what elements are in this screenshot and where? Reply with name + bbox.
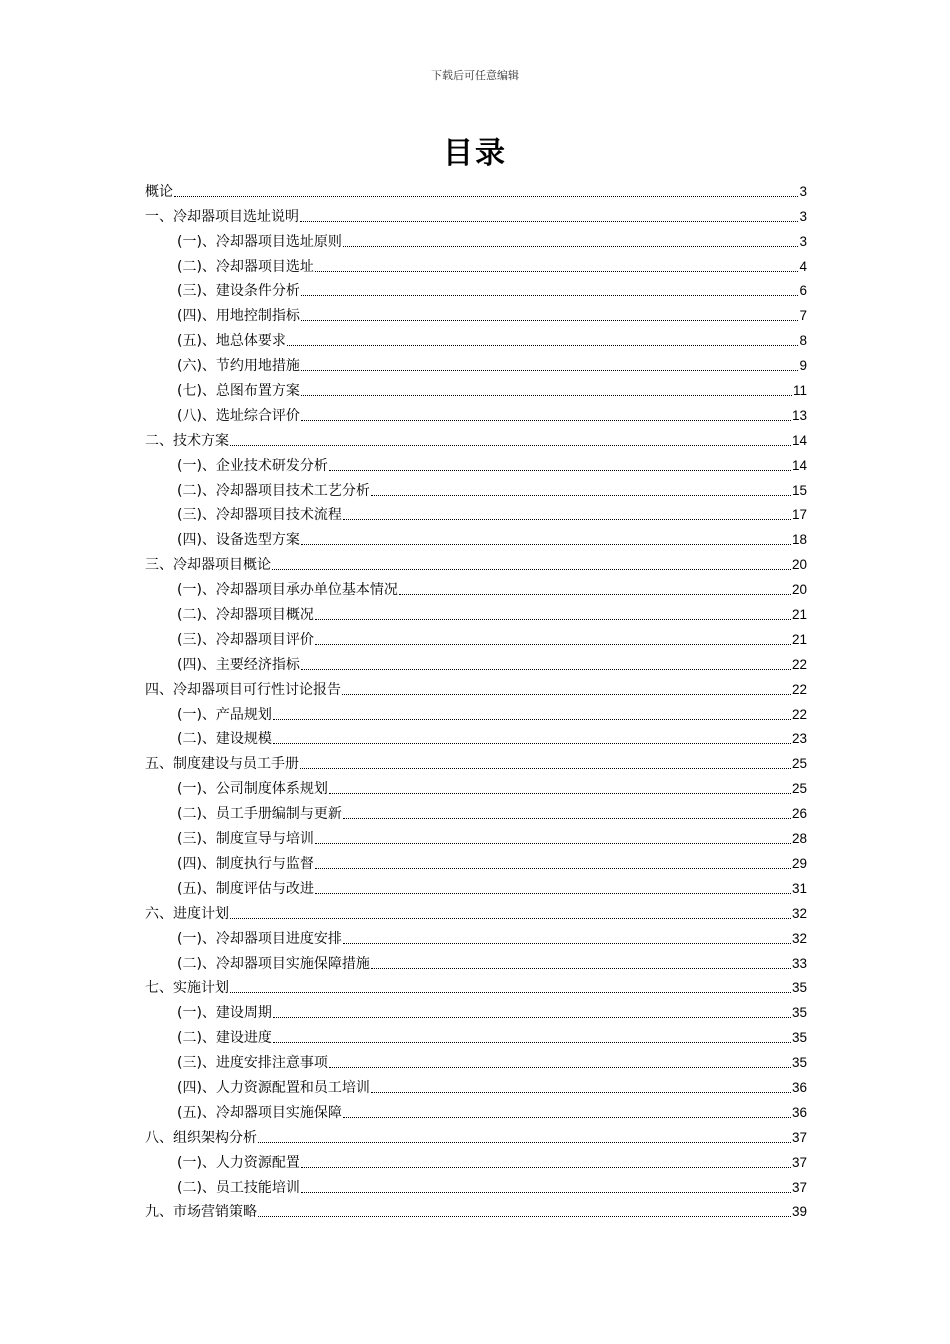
toc-entry-page: 36 (791, 1079, 807, 1095)
toc-leader-dots (258, 1142, 791, 1143)
toc-entry-label: 一、冷却器项目选址说明 (145, 208, 299, 225)
toc-entry-label: (三)、制度宣导与培训 (177, 831, 314, 848)
toc-entry-label: 八、组织架构分析 (145, 1129, 257, 1146)
toc-entry-label: 二、技术方案 (145, 432, 229, 449)
toc-leader-dots (301, 544, 791, 545)
toc-entry[interactable] (145, 375, 807, 400)
toc-leader-dots (342, 694, 791, 695)
toc-leader-dots (371, 495, 791, 496)
toc-entry-page: 18 (791, 532, 807, 548)
toc-entry-label: (二)、员工手册编制与更新 (177, 806, 342, 823)
toc-entry-label: (一)、公司制度体系规划 (177, 781, 328, 798)
toc-entry-page: 25 (791, 756, 807, 772)
toc-leader-dots (301, 370, 799, 371)
toc-entry-page: 32 (791, 905, 807, 921)
toc-entry-page: 37 (791, 1129, 807, 1145)
toc-entry[interactable] (145, 475, 807, 500)
toc-entry[interactable] (145, 300, 807, 325)
toc-entry-page: 21 (791, 607, 807, 623)
table-of-contents (145, 176, 807, 1221)
toc-entry[interactable] (145, 997, 807, 1022)
toc-leader-dots (230, 918, 791, 919)
toc-entry[interactable] (145, 251, 807, 276)
toc-entry-page: 22 (791, 706, 807, 722)
toc-leader-dots (230, 992, 791, 993)
toc-entry-label: (三)、进度安排注意事项 (177, 1055, 328, 1072)
toc-leader-dots (300, 768, 791, 769)
toc-entry-label: (二)、冷却器项目概况 (177, 607, 314, 624)
toc-leader-dots (300, 221, 798, 222)
toc-entry-label: (二)、员工技能培训 (177, 1179, 300, 1196)
toc-entry-label: (五)、地总体要求 (177, 333, 286, 350)
toc-leader-dots (315, 271, 799, 272)
toc-entry-page: 35 (791, 1030, 807, 1046)
toc-leader-dots (315, 843, 791, 844)
toc-entry-page: 4 (799, 258, 807, 274)
toc-entry-page: 39 (791, 1204, 807, 1220)
toc-entry[interactable] (145, 699, 807, 724)
toc-leader-dots (343, 818, 791, 819)
toc-leader-dots (301, 1192, 791, 1193)
toc-entry[interactable] (145, 524, 807, 549)
toc-entry-page: 32 (791, 930, 807, 946)
toc-entry[interactable] (145, 1022, 807, 1047)
toc-entry[interactable] (145, 1047, 807, 1072)
toc-entry[interactable] (145, 748, 807, 773)
toc-entry[interactable] (145, 773, 807, 798)
toc-entry-label: (三)、冷却器项目技术流程 (177, 507, 342, 524)
toc-leader-dots (315, 619, 791, 620)
toc-entry[interactable] (145, 1122, 807, 1147)
toc-entry-label: (一)、建设周期 (177, 1005, 272, 1022)
toc-entry[interactable] (145, 1072, 807, 1097)
toc-leader-dots (287, 345, 799, 346)
toc-entry-page: 31 (791, 880, 807, 896)
toc-entry-label: 概论 (145, 183, 173, 200)
toc-entry-label: (五)、冷却器项目实施保障 (177, 1104, 342, 1121)
toc-leader-dots (273, 1017, 791, 1018)
toc-entry[interactable] (145, 873, 807, 898)
toc-entry-label: 六、进度计划 (145, 905, 229, 922)
toc-entry-label: (四)、用地控制指标 (177, 308, 300, 325)
toc-entry-label: (二)、建设进度 (177, 1030, 272, 1047)
toc-leader-dots (343, 1117, 791, 1118)
toc-entry[interactable] (145, 923, 807, 948)
toc-leader-dots (258, 1216, 791, 1217)
toc-entry-page: 15 (791, 482, 807, 498)
toc-entry-label: (二)、冷却器项目实施保障措施 (177, 955, 370, 972)
toc-entry-page: 23 (791, 731, 807, 747)
toc-entry-page: 9 (799, 358, 807, 374)
toc-entry-page: 17 (791, 507, 807, 523)
toc-entry-page: 26 (791, 806, 807, 822)
toc-entry-label: 九、市场营销策略 (145, 1204, 257, 1221)
page-header: 下载后可任意编辑 (431, 69, 519, 82)
toc-entry[interactable] (145, 823, 807, 848)
toc-entry-page: 14 (791, 457, 807, 473)
toc-entry-label: (四)、设备选型方案 (177, 532, 300, 549)
toc-leader-dots (174, 196, 798, 197)
toc-entry-label: (七)、总图布置方案 (177, 383, 300, 400)
toc-entry[interactable] (145, 599, 807, 624)
toc-leader-dots (301, 395, 792, 396)
toc-entry-label: 三、冷却器项目概论 (145, 557, 271, 574)
toc-entry-label: (一)、冷却器项目承办单位基本情况 (177, 582, 398, 599)
toc-entry-page: 29 (791, 855, 807, 871)
toc-entry-page: 28 (791, 831, 807, 847)
toc-entry[interactable] (145, 674, 807, 699)
toc-entry[interactable] (145, 1097, 807, 1122)
toc-entry-page: 37 (791, 1154, 807, 1170)
toc-entry-label: (三)、冷却器项目评价 (177, 631, 314, 648)
toc-entry-label: (二)、冷却器项目技术工艺分析 (177, 482, 370, 499)
toc-entry-label: 五、制度建设与员工手册 (145, 756, 299, 773)
toc-entry-page: 13 (791, 407, 807, 423)
toc-entry-label: (四)、人力资源配置和员工培训 (177, 1079, 370, 1096)
toc-entry[interactable] (145, 1172, 807, 1197)
toc-leader-dots (371, 968, 791, 969)
toc-leader-dots (315, 644, 791, 645)
toc-entry-label: (四)、制度执行与监督 (177, 855, 314, 872)
toc-entry-page: 35 (791, 980, 807, 996)
toc-leader-dots (315, 868, 791, 869)
toc-leader-dots (301, 295, 799, 296)
toc-entry[interactable] (145, 226, 807, 251)
toc-entry-label: (二)、建设规模 (177, 731, 272, 748)
toc-entry-page: 7 (799, 308, 807, 324)
toc-entry-label: (一)、冷却器项目进度安排 (177, 930, 342, 947)
toc-entry-page: 21 (791, 631, 807, 647)
toc-leader-dots (301, 669, 791, 670)
toc-leader-dots (329, 793, 791, 794)
toc-leader-dots (343, 519, 791, 520)
toc-entry-label: (六)、节约用地措施 (177, 358, 300, 375)
toc-leader-dots (371, 1092, 791, 1093)
toc-leader-dots (272, 569, 791, 570)
toc-entry-label: (三)、建设条件分析 (177, 283, 300, 300)
toc-entry-label: (一)、产品规划 (177, 706, 272, 723)
toc-entry-page: 11 (792, 383, 807, 399)
toc-entry[interactable] (145, 201, 807, 226)
toc-entry-page: 20 (791, 582, 807, 598)
toc-entry[interactable] (145, 848, 807, 873)
toc-entry-label: 七、实施计划 (145, 980, 229, 997)
toc-entry[interactable] (145, 500, 807, 525)
toc-leader-dots (329, 1067, 791, 1068)
toc-leader-dots (329, 470, 791, 471)
toc-entry-page: 37 (791, 1179, 807, 1195)
toc-leader-dots (273, 719, 791, 720)
toc-entry-page: 3 (799, 208, 807, 224)
toc-entry[interactable] (145, 1147, 807, 1172)
toc-entry-page: 35 (791, 1005, 807, 1021)
toc-entry[interactable] (145, 624, 807, 649)
toc-title: 目录 (443, 136, 507, 171)
toc-entry-page: 20 (791, 557, 807, 573)
toc-entry[interactable] (145, 798, 807, 823)
toc-leader-dots (315, 893, 791, 894)
toc-entry[interactable] (145, 948, 807, 973)
toc-leader-dots (301, 320, 799, 321)
toc-leader-dots (301, 1167, 791, 1168)
toc-entry-page: 14 (791, 432, 807, 448)
toc-entry-page: 8 (799, 333, 807, 349)
toc-leader-dots (230, 445, 791, 446)
toc-entry-label: (二)、冷却器项目选址 (177, 258, 314, 275)
toc-entry[interactable] (145, 898, 807, 923)
toc-entry-label: (四)、主要经济指标 (177, 656, 300, 673)
toc-entry[interactable] (145, 973, 807, 998)
toc-leader-dots (343, 943, 791, 944)
toc-entry[interactable] (145, 574, 807, 599)
toc-entry-page: 33 (791, 955, 807, 971)
toc-entry[interactable] (145, 400, 807, 425)
toc-entry-page: 3 (799, 233, 807, 249)
toc-leader-dots (273, 743, 791, 744)
toc-entry[interactable] (145, 325, 807, 350)
toc-leader-dots (343, 246, 799, 247)
toc-entry-page: 3 (799, 183, 807, 199)
toc-entry-label: (一)、冷却器项目选址原则 (177, 233, 342, 250)
toc-entry[interactable] (145, 724, 807, 749)
toc-entry-page: 22 (791, 681, 807, 697)
toc-entry-label: 四、冷却器项目可行性讨论报告 (145, 681, 341, 698)
toc-entry-label: (八)、选址综合评价 (177, 407, 300, 424)
toc-entry-page: 35 (791, 1055, 807, 1071)
toc-leader-dots (301, 420, 791, 421)
toc-entry[interactable] (145, 350, 807, 375)
toc-entry[interactable] (145, 176, 807, 201)
toc-entry-page: 25 (791, 781, 807, 797)
toc-entry-label: (一)、人力资源配置 (177, 1154, 300, 1171)
toc-entry-label: (一)、企业技术研发分析 (177, 457, 328, 474)
toc-entry[interactable] (145, 450, 807, 475)
toc-entry[interactable] (145, 425, 807, 450)
toc-entry[interactable] (145, 276, 807, 301)
toc-entry-page: 6 (799, 283, 807, 299)
toc-entry-label: (五)、制度评估与改进 (177, 880, 314, 897)
toc-entry-page: 36 (791, 1104, 807, 1120)
toc-entry[interactable] (145, 549, 807, 574)
toc-leader-dots (399, 594, 791, 595)
toc-entry-page: 22 (791, 656, 807, 672)
toc-leader-dots (273, 1042, 791, 1043)
toc-entry[interactable] (145, 1197, 807, 1222)
toc-entry[interactable] (145, 649, 807, 674)
